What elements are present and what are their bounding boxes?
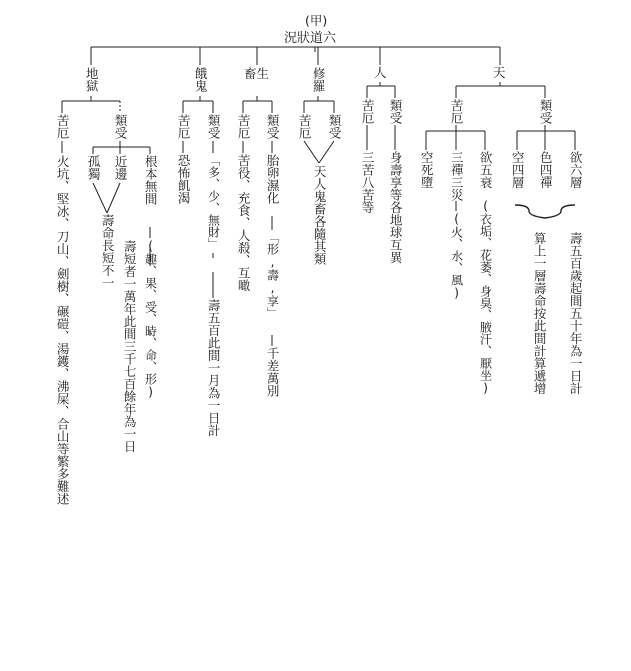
animal-reception-detail: 胎卵濕化 [265, 154, 281, 204]
ghost-suffering: 苦厄 [176, 114, 192, 139]
realm-heaven: 天 [493, 65, 506, 80]
animal-variety: 千差萬別 [265, 347, 281, 397]
hell-fundamental-detail: (趣、果、受、時、命、形) [143, 239, 158, 399]
heaven-desire-lifespan: 壽五百歲起間五十年為一日計 [568, 232, 584, 395]
animal-forms: 「形,壽,享」 [265, 231, 280, 319]
realm-hungry-ghost: 餓鬼 [193, 67, 209, 92]
heaven-five-decays: 欲五衰 [478, 151, 494, 189]
ghost-lifespan: 壽五百此間一月為一日計 [206, 299, 222, 437]
heaven-three-disasters: 三禪三災 [449, 151, 465, 201]
ghost-reception-detail: 「多、少、無財」 [206, 154, 221, 250]
human-suffering-detail: 三苦八苦等 [360, 151, 376, 214]
heaven-form: 色四禪 [538, 151, 554, 189]
title-marker: (甲) [305, 13, 328, 28]
heaven-desire: 欲六層 [568, 151, 584, 189]
heaven-formless: 空四層 [510, 151, 526, 189]
ghost-reception: 類受 [206, 114, 222, 139]
hell-suffering-detail: 火坑、堅冰、刀山、劍樹、碾磑、湯鑊、沸屎、合山等繁多難述 [55, 155, 71, 505]
human-reception-detail: 身壽享等各地球互異 [388, 151, 404, 264]
realm-asura: 修羅 [311, 67, 327, 92]
human-reception: 類受 [388, 99, 404, 124]
heaven-decay-list: (衣垢、花萎、身臭、腋汗、厭坐) [478, 199, 493, 395]
asura-reception: 類受 [327, 114, 343, 139]
hell-shortest-life: 壽短者一萬年此間三千七百餘年為一日 [122, 240, 138, 453]
realm-animal: 畜生 [244, 66, 270, 81]
ghost-suffering-detail: 恐怖飢渴 [176, 154, 192, 204]
heaven-reception: 類受 [538, 99, 554, 124]
hell-lonely: 孤獨 [86, 155, 102, 180]
animal-suffering-detail: 苦役、充食、人殺、互噉 [236, 154, 252, 292]
diagram-title: 況狀道六 [284, 31, 337, 46]
animal-suffering: 苦厄 [236, 114, 252, 139]
realm-hell: 地獄 [84, 67, 100, 92]
animal-reception: 類受 [265, 114, 281, 139]
heaven-death: 空死墮 [419, 151, 435, 189]
heaven-upper-layers: 算上一層壽命按此間計算遞增 [532, 232, 548, 395]
hell-life-varies: 壽命長短不一 [100, 214, 116, 289]
hell-reception: 類受 [113, 114, 129, 139]
human-suffering: 苦厄 [360, 99, 376, 124]
hell-neighboring: 近邊 [113, 155, 129, 180]
heaven-suffering: 苦厄 [449, 99, 465, 124]
asura-suffering: 苦厄 [297, 114, 313, 139]
heaven-disaster-list: (火、水、風) [449, 212, 464, 300]
realm-human: 人 [374, 65, 387, 80]
hell-fundamental: 根本無間 [143, 155, 159, 205]
hell-suffering: 苦厄 [55, 114, 71, 139]
asura-shared: 天人鬼畜各隨其類 [312, 165, 328, 265]
